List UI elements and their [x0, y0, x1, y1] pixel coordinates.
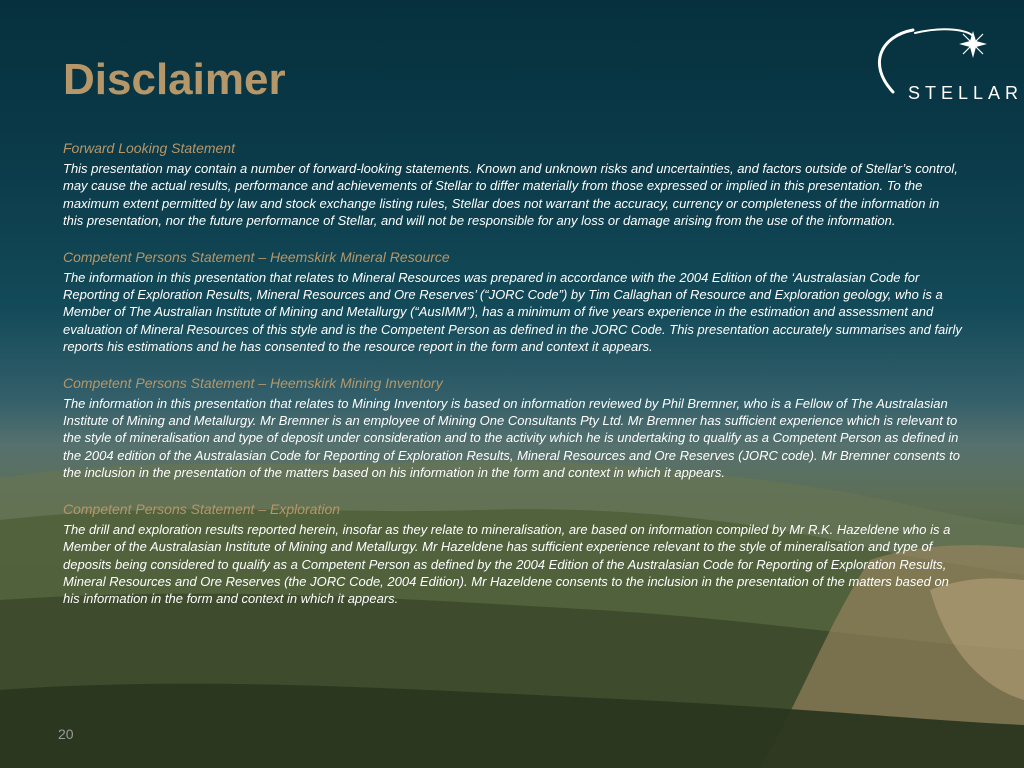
section-body: The information in this presentation that relates to Mining Inventory is based on information reviewed by Phil Bremner, who is a Fellow of The Australasian Institute of Mining and Metallurgy. Mr Bremner is an employee of Mining One Consultants Pty Ltd. Mr Bremner has sufficient experience which is relevant to the style of mineralisation and type of deposit under consideration and to the activity which he is undertaking to qualify as a Competent Person as defined in the 2004 edition of the Australasian Code for Reporting of Exploration Results, Mineral Resources and Ore Reserves (JORC code). Mr Bremner consents to the inclusion in the presentation of the matters based on his information in the form and context in which it appears. [63, 395, 960, 481]
exploration-section [63, 500, 963, 608]
forward-looking-section [63, 139, 963, 230]
section-heading: Forward Looking Statement [63, 140, 235, 156]
section-heading: Competent Persons Statement – Heemskirk Mining Inventory [63, 374, 443, 391]
section-body: The drill and exploration results reported herein, insofar as they relate to mineralisation, are based on information compiled by Mr R.K. Hazeldene who is a Member of the Australasian Institute of Mining and Metallurgy. Mr Hazeldene has sufficient experience relevant to the style of mineralisation and type of deposits being considered to qualify as a Competent Person as defined by the 2004 Edition of the Australasian Code for Reporting of Exploration Results, Mineral Resources and Ore Reserves (the JORC Code, 2004 Edition). Mr Hazeldene consents to the inclusion in the presentation of the matters based on his information in the form and context in which it appears. [63, 521, 951, 607]
logo-wordmark: STELLAR [908, 83, 1024, 103]
disclaimer-content [63, 139, 963, 626]
section-body: This presentation may contain a number of forward-looking statements. Known and unknown risks and uncertainties, and factors outside of Stellar’s control, may cause the actual results, performance and achievements of Stellar to differ materially from those expressed or implied in this presentation. To the maximum extent permitted by law and stock exchange listing rules, Stellar does not warrant the accuracy, currency or completeness of the information in this presentation, nor the future performance of Stellar, and will not be responsible for any loss or damage arising from the use of the information. [63, 161, 958, 229]
section-heading: Competent Persons Statement – Exploration [63, 500, 341, 517]
section-body: The information in this presentation that relates to Mineral Resources was prepared in accordance with the 2004 Edition of the ‘Australasian Code for Reporting of Exploration Results, Mineral Resources and Ore Reserves’ (“JORC Code”) by Tim Callaghan of Resource and Exploration geology, who is a Member of The Australian Institute of Mining and Metallurgy (“AusIMM”), has a minimum of five years experience in the estimation and assessment and evaluation of Mineral Resources of this style and is the Competent Person as defined in the JORC Code. This presentation accurately summarises and fairly reports his estimations and he has consented to the resource report in the form and context it appears. [63, 269, 962, 355]
mining-inventory-section [63, 374, 963, 482]
page-number: 20 [58, 726, 74, 742]
mineral-resource-section [63, 248, 963, 356]
section-heading: Competent Persons Statement – Heemskirk Mineral Resource [63, 248, 450, 265]
slide-title: Disclaimer [63, 55, 286, 104]
